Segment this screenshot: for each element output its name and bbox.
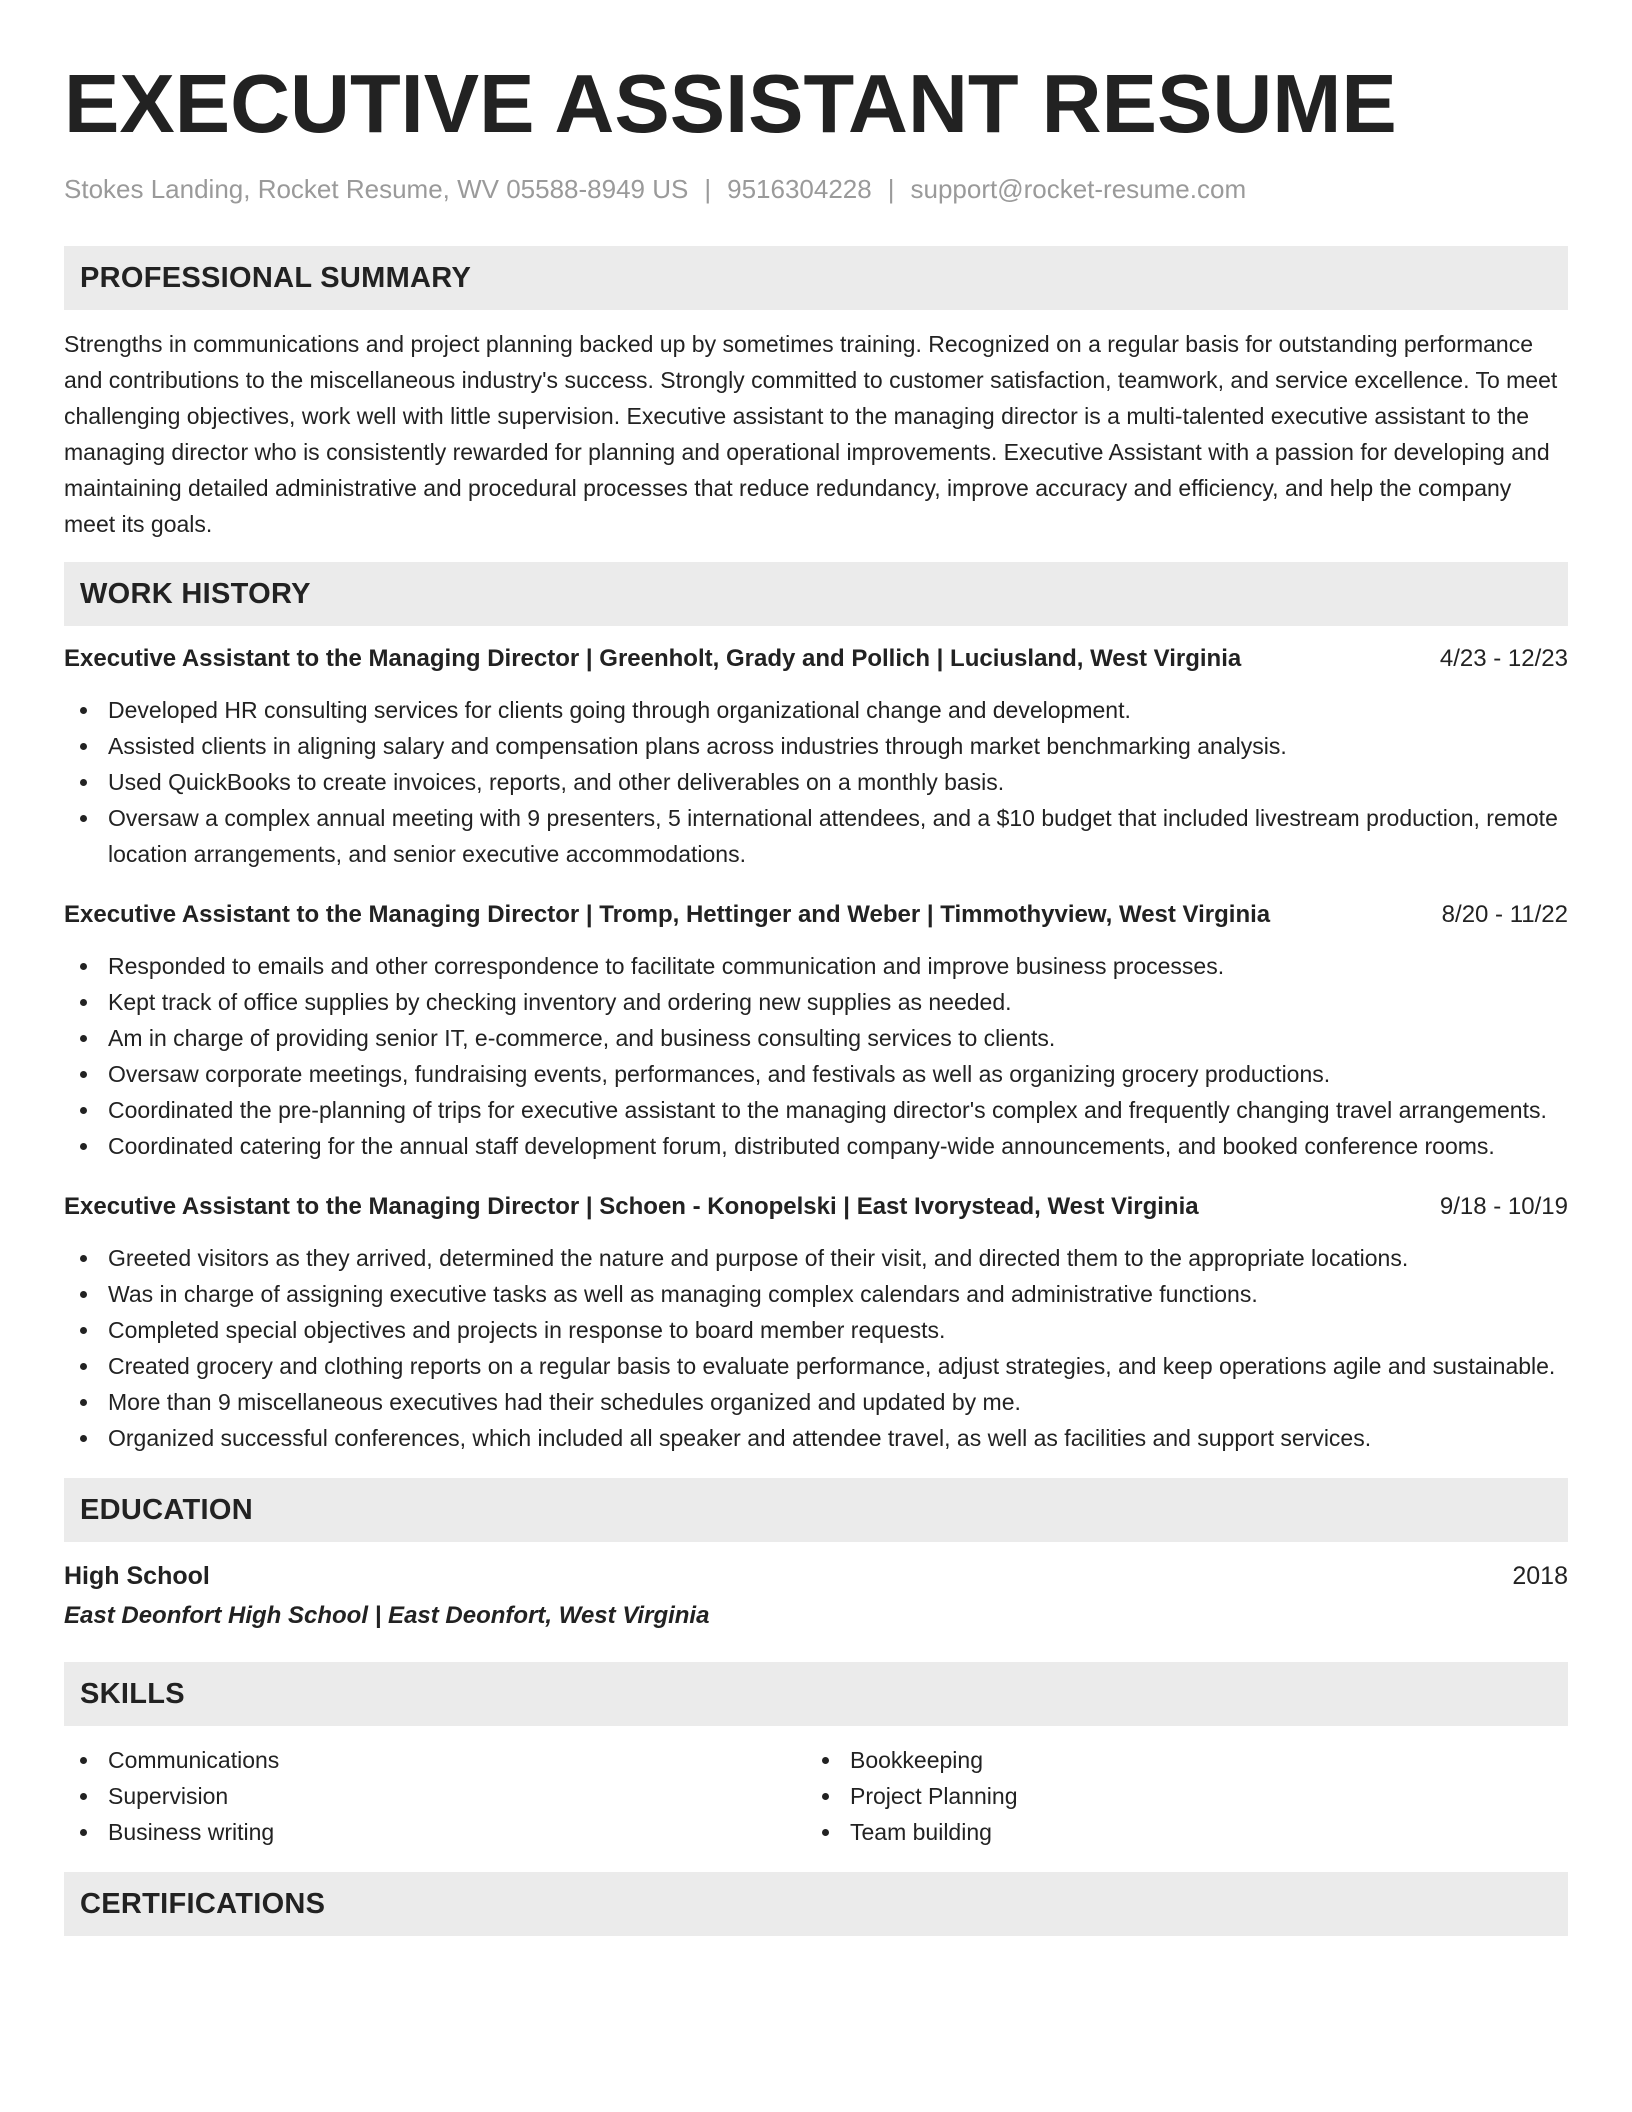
job-bullets	[64, 948, 1568, 1164]
list-item: Oversaw a complex annual meeting with 9 presenters, 5 international attendees, and a $10 budget that included livestream production, remote location arrangements, and senior executive accommodations.	[64, 800, 1568, 872]
resume-title: EXECUTIVE ASSISTANT RESUME	[64, 57, 1397, 150]
skills-column-right	[806, 1742, 1548, 1850]
job-title: Executive Assistant to the Managing Director | Tromp, Hettinger and Weber | Timmothyview, West Virginia	[64, 901, 1271, 928]
list-item: Created grocery and clothing reports on a regular basis to evaluate performance, adjust strategies, and keep operations agile and sustainable.	[64, 1348, 1568, 1384]
education-school: East Deonfort High School | East Deonfort, West Virginia	[64, 1602, 710, 1629]
list-item: Bookkeeping	[806, 1742, 1548, 1778]
resume-page	[64, 56, 1568, 1936]
list-item: Greeted visitors as they arrived, determined the nature and purpose of their visit, and directed them to the appropriate locations.	[64, 1240, 1568, 1276]
job-entry	[64, 642, 1568, 872]
list-item: Supervision	[64, 1778, 806, 1814]
job-dates: 4/23 - 12/23	[1439, 645, 1568, 672]
contact-phone: 9516304228	[727, 174, 872, 204]
contact-separator: |	[887, 174, 895, 204]
job-header	[64, 898, 1568, 932]
list-item: Was in charge of assigning executive tasks as well as managing complex calendars and administrative functions.	[64, 1276, 1568, 1312]
section-heading-skills: SKILLS	[64, 1662, 1568, 1726]
job-title: Executive Assistant to the Managing Director | Greenholt, Grady and Pollich | Luciusland, West Virginia	[64, 645, 1242, 672]
section-heading-work-history: WORK HISTORY	[64, 562, 1568, 626]
list-item: Oversaw corporate meetings, fundraising events, performances, and festivals as well as organizing grocery productions.	[64, 1056, 1568, 1092]
education-year: 2018	[1512, 1562, 1568, 1590]
section-heading-summary: PROFESSIONAL SUMMARY	[64, 246, 1568, 310]
education-degree: High School	[64, 1562, 210, 1590]
job-title: Executive Assistant to the Managing Director | Schoen - Konopelski | East Ivorystead, West Virginia	[64, 1193, 1199, 1220]
skills-column-left	[64, 1742, 806, 1850]
list-item: Communications	[64, 1742, 806, 1778]
list-item: Team building	[806, 1814, 1548, 1850]
list-item: Assisted clients in aligning salary and compensation plans across industries through market benchmarking analysis.	[64, 728, 1568, 764]
job-dates: 9/18 - 10/19	[1439, 1193, 1568, 1220]
list-item: Kept track of office supplies by checking inventory and ordering new supplies as needed.	[64, 984, 1568, 1020]
list-item: Responded to emails and other correspondence to facilitate communication and improve business processes.	[64, 948, 1568, 984]
job-header	[64, 1190, 1568, 1224]
summary-text: Strengths in communications and project planning backed up by sometimes training. Recognized on a regular basis for outstanding performance and contributions to the miscellaneous industry's success. Strongly committed to customer satisfaction, teamwork, and service excellence. To meet challenging objectives, work well with little supervision. Executive assistant to the managing director is a multi-talented executive assistant to the managing director who is consistently rewarded for planning and operational improvements. Executive Assistant with a passion for developing and maintaining detailed administrative and procedural processes that reduce redundancy, improve accuracy and efficiency, and help the company meet its goals.	[64, 331, 1558, 537]
job-bullets	[64, 1240, 1568, 1456]
contact-line	[64, 172, 1568, 206]
job-header	[64, 642, 1568, 676]
skills-list	[64, 1742, 1568, 1850]
contact-email: support@rocket-resume.com	[910, 174, 1247, 204]
contact-separator: |	[704, 174, 712, 204]
section-heading-certifications: CERTIFICATIONS	[64, 1872, 1568, 1936]
list-item: Coordinated catering for the annual staff development forum, distributed company-wide announcements, and booked conference rooms.	[64, 1128, 1568, 1164]
list-item: Organized successful conferences, which included all speaker and attendee travel, as well as facilities and support services.	[64, 1420, 1568, 1456]
list-item: More than 9 miscellaneous executives had their schedules organized and updated by me.	[64, 1384, 1568, 1420]
job-entry	[64, 1190, 1568, 1456]
job-bullets	[64, 692, 1568, 872]
list-item: Business writing	[64, 1814, 806, 1850]
education-header	[64, 1558, 1568, 1594]
list-item: Am in charge of providing senior IT, e-commerce, and business consulting services to clients.	[64, 1020, 1568, 1056]
list-item: Completed special objectives and projects in response to board member requests.	[64, 1312, 1568, 1348]
section-heading-education: EDUCATION	[64, 1478, 1568, 1542]
list-item: Project Planning	[806, 1778, 1548, 1814]
list-item: Developed HR consulting services for clients going through organizational change and development.	[64, 692, 1568, 728]
list-item: Coordinated the pre-planning of trips for executive assistant to the managing director's complex and frequently changing travel arrangements.	[64, 1092, 1568, 1128]
list-item: Used QuickBooks to create invoices, reports, and other deliverables on a monthly basis.	[64, 764, 1568, 800]
education-entry	[64, 1558, 1568, 1634]
job-entry	[64, 898, 1568, 1164]
job-dates: 8/20 - 11/22	[1441, 901, 1568, 928]
contact-address: Stokes Landing, Rocket Resume, WV 05588-8949 US	[64, 174, 689, 204]
